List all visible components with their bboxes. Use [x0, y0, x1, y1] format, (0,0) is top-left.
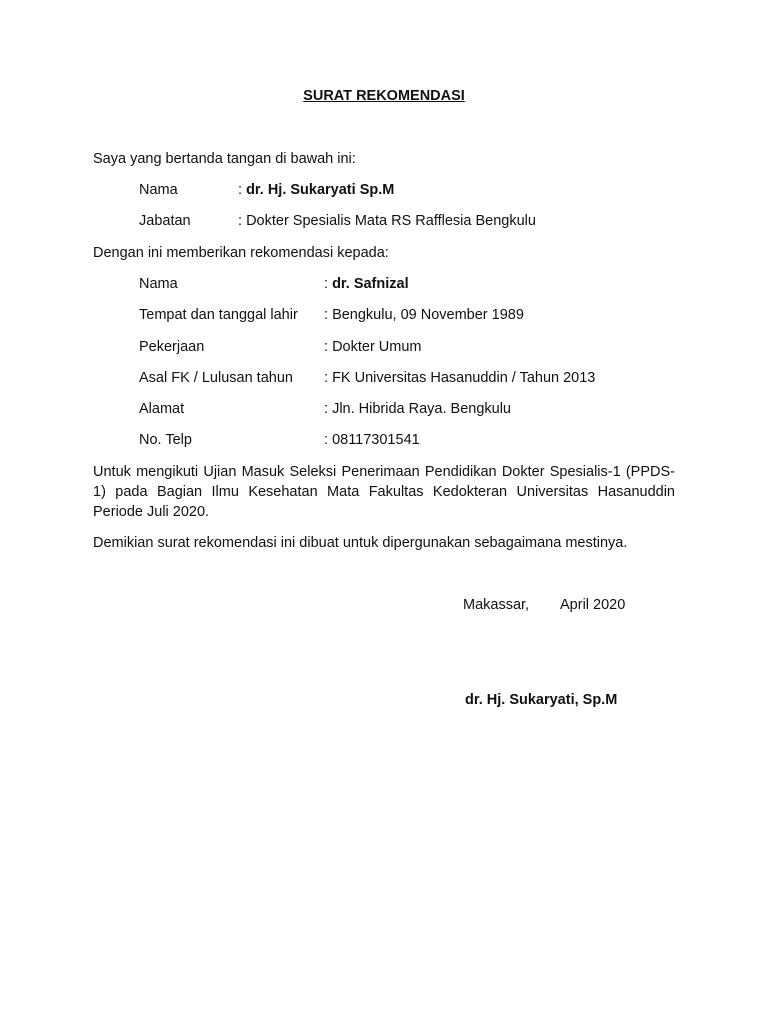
candidate-school-label: Asal FK / Lulusan tahun	[139, 370, 293, 386]
candidate-job-field	[324, 339, 422, 355]
candidate-address-separator: :	[324, 401, 333, 417]
signer-position-field	[238, 213, 536, 229]
candidate-birth-row	[139, 307, 524, 323]
candidate-birth-field	[324, 307, 524, 323]
closing-paragraph: Demikian surat rekomendasi ini dibuat untuk dipergunakan sebagaimana mestinya.	[93, 535, 628, 551]
recommend-intro-text: Dengan ini memberikan rekomendasi kepada:	[93, 245, 389, 261]
signer-position-value: Dokter Spesialis Mata RS Rafflesia Bengkulu	[246, 213, 536, 229]
signer-position-separator: :	[238, 213, 247, 229]
intro-text: Saya yang bertanda tangan di bawah ini:	[93, 151, 356, 167]
candidate-school-value: FK Universitas Hasanuddin / Tahun 2013	[332, 370, 596, 386]
candidate-address-value: Jln. Hibrida Raya. Bengkulu	[332, 401, 511, 417]
candidate-birth-label: Tempat dan tanggal lahir	[139, 307, 298, 323]
candidate-school-separator: :	[324, 370, 333, 386]
candidate-school-field	[324, 370, 595, 386]
candidate-school-row	[139, 370, 596, 386]
candidate-name-value: dr. Safnizal	[332, 276, 409, 292]
letter-title: SURAT REKOMENDASI	[303, 88, 465, 104]
candidate-phone-row	[139, 432, 420, 448]
candidate-name-separator: :	[324, 276, 333, 292]
signature-name: dr. Hj. Sukaryati, Sp.M	[465, 692, 618, 708]
candidate-job-label: Pekerjaan	[139, 339, 205, 355]
candidate-job-separator: :	[324, 339, 333, 355]
purpose-paragraph: Untuk mengikuti Ujian Masuk Seleksi Penerimaan Pendidikan Dokter Spesialis-1 (PPDS-1) pada Bagian Ilmu Kesehatan Mata Fakultas Kedokteran Universitas Hasanuddin Periode Juli 2020.	[93, 464, 675, 520]
candidate-address-field	[324, 401, 511, 417]
candidate-address-row	[139, 401, 511, 417]
candidate-phone-separator: :	[324, 432, 333, 448]
signer-name-label: Nama	[139, 182, 178, 198]
signer-name-row	[139, 182, 395, 198]
candidate-name-row	[139, 276, 409, 292]
candidate-birth-value: Bengkulu, 09 November 1989	[332, 307, 524, 323]
place-text: Makassar,	[463, 597, 530, 613]
signer-name-field	[238, 182, 394, 198]
candidate-phone-label: No. Telp	[139, 432, 192, 448]
candidate-phone-value: 08117301541	[332, 432, 420, 448]
signer-name-value: dr. Hj. Sukaryati Sp.M	[246, 182, 395, 198]
candidate-phone-field	[324, 432, 420, 448]
candidate-name-label: Nama	[139, 276, 178, 292]
candidate-job-row	[139, 339, 422, 355]
candidate-birth-separator: :	[324, 307, 333, 323]
date-text: April 2020	[560, 597, 626, 613]
candidate-address-label: Alamat	[139, 401, 185, 417]
candidate-job-value: Dokter Umum	[332, 339, 422, 355]
signer-position-label: Jabatan	[139, 213, 191, 229]
signer-position-row	[139, 213, 536, 229]
candidate-name-field	[324, 276, 409, 292]
signer-name-separator: :	[238, 182, 247, 198]
